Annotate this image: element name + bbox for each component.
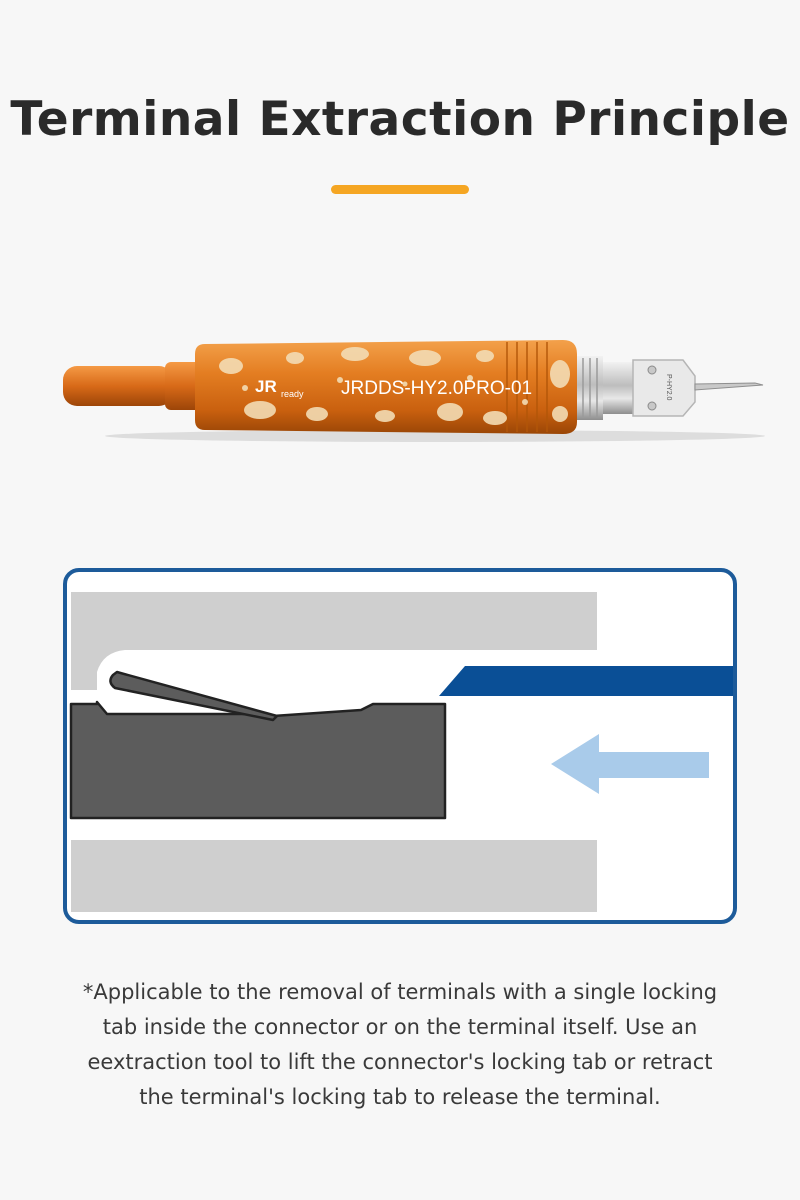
extraction-tool-drawing xyxy=(55,318,775,458)
extraction-probe xyxy=(439,666,733,696)
tip-holder xyxy=(633,360,695,416)
extraction-diagram-drawing xyxy=(67,572,733,920)
terminal-body xyxy=(71,702,445,818)
tip-label: P-HY2.0 xyxy=(665,374,672,401)
tool-nose xyxy=(603,362,633,414)
extraction-tool-image xyxy=(55,318,775,458)
tool-brand-sub: ready xyxy=(281,389,304,399)
tool-brand: JR xyxy=(255,377,277,396)
insertion-arrow-icon xyxy=(551,734,709,794)
page-title: Terminal Extraction Principle xyxy=(10,92,790,147)
extraction-needle xyxy=(695,383,763,390)
title-underline xyxy=(331,185,469,194)
usage-note: *Applicable to the removal of terminals with a single locking tab inside the connector or on the terminal itself. Use an eextraction tool to lift the connector's locking tab or retract the terminal's locking tab to release the terminal. xyxy=(82,980,718,1109)
connector-housing-bottom xyxy=(71,840,597,912)
plunger-pin xyxy=(63,366,173,406)
tool-model-label: JRDDS-HY2.0PRO-01 xyxy=(341,378,533,399)
extraction-diagram xyxy=(63,568,737,924)
